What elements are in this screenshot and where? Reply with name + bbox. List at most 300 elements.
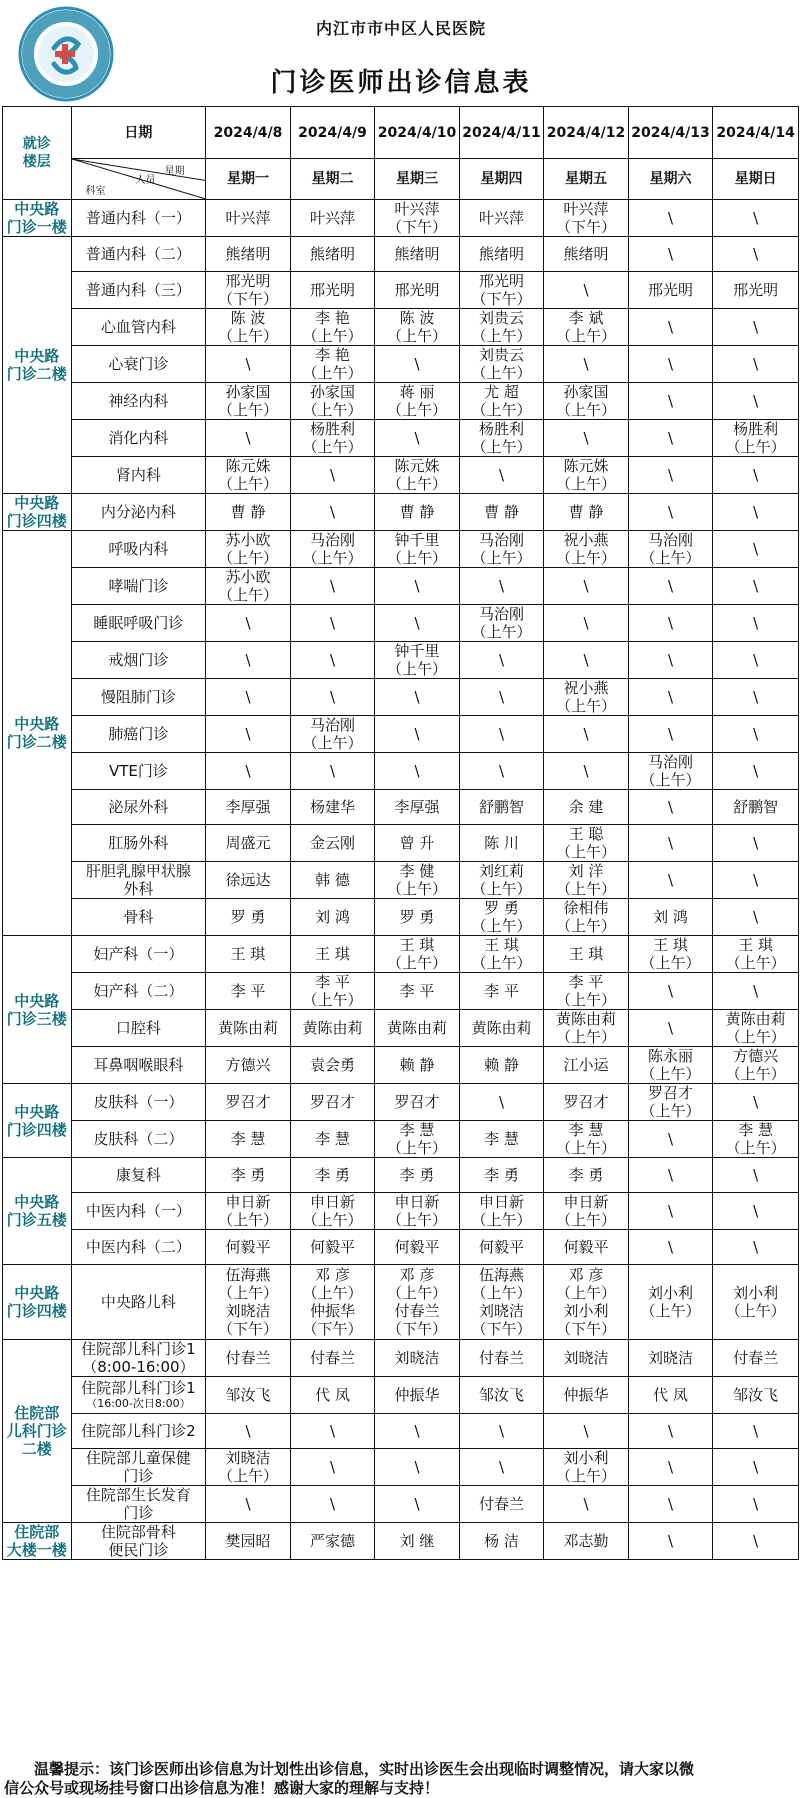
doctor-cell: \ bbox=[544, 272, 629, 309]
department-name: 中医内科（二） bbox=[71, 1230, 206, 1265]
doctor-cell: \ bbox=[206, 1414, 291, 1449]
doctor-cell: 李 慧 （上午） bbox=[544, 1121, 629, 1158]
department-name: 慢阻肺门诊 bbox=[71, 679, 206, 716]
doctor-cell: 付春兰 bbox=[206, 1340, 291, 1377]
doctor-cell: 申日新 （上午） bbox=[459, 1193, 544, 1230]
table-row bbox=[3, 200, 799, 237]
doctor-cell: 赖 静 bbox=[459, 1047, 544, 1084]
doctor-cell: \ bbox=[713, 1449, 799, 1486]
doctor-cell: 付春兰 bbox=[459, 1340, 544, 1377]
doctor-cell: 代 凤 bbox=[290, 1377, 375, 1414]
doctor-cell: \ bbox=[713, 237, 799, 272]
floor-label: 住院部 大楼一楼 bbox=[3, 1523, 72, 1560]
floor-column-header: 就诊 楼层 bbox=[3, 107, 72, 200]
doctor-cell: 仲振华 bbox=[544, 1377, 629, 1414]
department-name: 泌尿外科 bbox=[71, 790, 206, 825]
doctor-cell: \ bbox=[628, 457, 713, 494]
doctor-cell: \ bbox=[375, 568, 460, 605]
doctor-cell: \ bbox=[206, 679, 291, 716]
doctor-cell: \ bbox=[459, 753, 544, 790]
doctor-cell: \ bbox=[713, 383, 799, 420]
department-name-line: 住院部儿科门诊1 bbox=[81, 1379, 196, 1397]
doctor-cell: 李 勇 bbox=[290, 1158, 375, 1193]
doctor-cell: \ bbox=[544, 1486, 629, 1523]
doctor-cell: 陈 波 （上午） bbox=[206, 309, 291, 346]
hospital-name: 内江市市中区人民医院 bbox=[315, 19, 486, 38]
floor-label: 中央路 门诊二楼 bbox=[3, 237, 72, 494]
table-row bbox=[3, 1414, 799, 1449]
doctor-cell: 邢光明 bbox=[375, 272, 460, 309]
doctor-cell: \ bbox=[713, 753, 799, 790]
doctor-cell: \ bbox=[713, 605, 799, 642]
doctor-cell: 王 琪 bbox=[206, 936, 291, 973]
doctor-cell: \ bbox=[544, 753, 629, 790]
doctor-cell: \ bbox=[628, 1121, 713, 1158]
document-title: 门诊医师出诊信息表 bbox=[270, 68, 532, 98]
doctor-cell: \ bbox=[544, 605, 629, 642]
doctor-cell: 李 慧 bbox=[290, 1121, 375, 1158]
department-name: 普通内科（一） bbox=[71, 200, 206, 237]
doctor-cell: \ bbox=[206, 605, 291, 642]
table-row bbox=[3, 1193, 799, 1230]
doctor-cell: \ bbox=[375, 753, 460, 790]
doctor-cell: 仲振华 bbox=[375, 1377, 460, 1414]
doctor-cell: \ bbox=[375, 1414, 460, 1449]
department-name: 住院部儿童保健 门诊 bbox=[71, 1449, 206, 1486]
doctor-cell: 刘晓洁 （上午） bbox=[206, 1449, 291, 1486]
department-name: 哮喘门诊 bbox=[71, 568, 206, 605]
doctor-cell: 王 聪 （上午） bbox=[544, 825, 629, 862]
doctor-cell: 罗 勇 bbox=[206, 899, 291, 936]
doctor-cell: 金云刚 bbox=[290, 825, 375, 862]
doctor-cell: \ bbox=[628, 1449, 713, 1486]
doctor-cell: \ bbox=[459, 716, 544, 753]
doctor-cell: 邢光明 bbox=[628, 272, 713, 309]
table-row bbox=[3, 753, 799, 790]
doctor-cell: \ bbox=[713, 973, 799, 1010]
date-header: 2024/4/12 bbox=[544, 107, 629, 159]
doctor-cell: 刘 鸿 bbox=[290, 899, 375, 936]
doctor-cell: 江小运 bbox=[544, 1047, 629, 1084]
doctor-cell: \ bbox=[290, 605, 375, 642]
doctor-cell: 韩 德 bbox=[290, 862, 375, 899]
doctor-cell: 邓 彦 （上午） 仲振华 （下午） bbox=[290, 1265, 375, 1340]
doctor-cell: 叶兴萍 （下午） bbox=[375, 200, 460, 237]
doctor-cell: \ bbox=[628, 1486, 713, 1523]
table-row bbox=[3, 272, 799, 309]
doctor-cell: 陈永丽 （上午） bbox=[628, 1047, 713, 1084]
doctor-cell: \ bbox=[713, 309, 799, 346]
doctor-cell: 邢光明 （下午） bbox=[206, 272, 291, 309]
doctor-cell: \ bbox=[544, 1414, 629, 1449]
doctor-cell: \ bbox=[459, 568, 544, 605]
doctor-cell: 刘 继 bbox=[375, 1523, 460, 1560]
doctor-cell: 王 琪 （上午） bbox=[628, 936, 713, 973]
doctor-cell: 祝小燕 （上午） bbox=[544, 531, 629, 568]
doctor-cell: \ bbox=[290, 642, 375, 679]
doctor-cell: \ bbox=[290, 1486, 375, 1523]
doctor-cell: 何毅平 bbox=[375, 1230, 460, 1265]
doctor-cell: 李 艳 （上午） bbox=[290, 309, 375, 346]
doctor-cell: \ bbox=[290, 494, 375, 531]
doctor-cell: \ bbox=[628, 1414, 713, 1449]
doctor-cell: \ bbox=[290, 753, 375, 790]
floor-label: 住院部 儿科门诊 二楼 bbox=[3, 1340, 72, 1523]
doctor-cell: 李 平 （上午） bbox=[290, 973, 375, 1010]
doctor-cell: 李 艳 （上午） bbox=[290, 346, 375, 383]
doctor-cell: \ bbox=[628, 679, 713, 716]
weekday-header-row bbox=[3, 159, 799, 200]
doctor-cell: 陈 波 （上午） bbox=[375, 309, 460, 346]
footer-notice bbox=[4, 1760, 800, 1798]
department-name: 中医内科（一） bbox=[71, 1193, 206, 1230]
doctor-cell: \ bbox=[628, 716, 713, 753]
department-name: 肛肠外科 bbox=[71, 825, 206, 862]
doctor-cell: \ bbox=[713, 1230, 799, 1265]
doctor-cell: 罗召才 bbox=[375, 1084, 460, 1121]
table-row bbox=[3, 1084, 799, 1121]
table-row bbox=[3, 605, 799, 642]
date-header: 2024/4/11 bbox=[459, 107, 544, 159]
doctor-cell: 祝小燕 （上午） bbox=[544, 679, 629, 716]
doctor-cell: 伍海燕 （上午） 刘晓洁 （下午） bbox=[206, 1265, 291, 1340]
doctor-cell: 罗召才 bbox=[290, 1084, 375, 1121]
doctor-cell: \ bbox=[713, 494, 799, 531]
doctor-cell: 陈元姝 （上午） bbox=[375, 457, 460, 494]
doctor-cell: 钟千里 （上午） bbox=[375, 531, 460, 568]
doctor-cell: 黄陈由莉 bbox=[290, 1010, 375, 1047]
doctor-cell: \ bbox=[206, 420, 291, 457]
department-name: 皮肤科（二） bbox=[71, 1121, 206, 1158]
doctor-cell: 舒鹏智 bbox=[459, 790, 544, 825]
doctor-cell: 苏小欧 （上午） bbox=[206, 568, 291, 605]
doctor-cell: 杨胜利 （上午） bbox=[713, 420, 799, 457]
doctor-cell: \ bbox=[628, 309, 713, 346]
doctor-cell: 马治刚 （上午） bbox=[459, 531, 544, 568]
doctor-cell: \ bbox=[713, 346, 799, 383]
doctor-cell: 孙家国 （上午） bbox=[206, 383, 291, 420]
doctor-cell: 何毅平 bbox=[290, 1230, 375, 1265]
doctor-cell: 何毅平 bbox=[544, 1230, 629, 1265]
doctor-cell: 叶兴萍 bbox=[290, 200, 375, 237]
diag-label-person: 人员 bbox=[135, 175, 156, 186]
date-header: 2024/4/13 bbox=[628, 107, 713, 159]
doctor-cell: \ bbox=[628, 973, 713, 1010]
table-row bbox=[3, 1265, 799, 1340]
doctor-cell: \ bbox=[375, 1486, 460, 1523]
doctor-cell: 赖 静 bbox=[375, 1047, 460, 1084]
doctor-cell: \ bbox=[459, 679, 544, 716]
doctor-cell: 刘小利 （上午） bbox=[544, 1449, 629, 1486]
department-name: 住院部儿科门诊1 （8:00-16:00） bbox=[71, 1340, 206, 1377]
doctor-cell: \ bbox=[713, 1193, 799, 1230]
floor-label: 中央路 门诊五楼 bbox=[3, 1158, 72, 1265]
doctor-cell: \ bbox=[459, 1084, 544, 1121]
department-name: 肝胆乳腺甲状腺 外科 bbox=[71, 862, 206, 899]
doctor-cell: \ bbox=[713, 568, 799, 605]
doctor-cell: 刘 鸿 bbox=[628, 899, 713, 936]
doctor-cell: 叶兴萍 （下午） bbox=[544, 200, 629, 237]
department-name: 住院部骨科 便民门诊 bbox=[71, 1523, 206, 1560]
doctor-cell: 李 勇 bbox=[375, 1158, 460, 1193]
date-header: 2024/4/14 bbox=[713, 107, 799, 159]
doctor-cell: 孙家国 （上午） bbox=[290, 383, 375, 420]
doctor-cell: \ bbox=[459, 1414, 544, 1449]
table-row bbox=[3, 679, 799, 716]
weekday-header: 星期六 bbox=[628, 159, 713, 200]
table-row bbox=[3, 1377, 799, 1414]
doctor-cell: 王 琪 （上午） bbox=[459, 936, 544, 973]
doctor-cell: 刘小利 （上午） bbox=[628, 1265, 713, 1340]
table-row bbox=[3, 1010, 799, 1047]
table-row bbox=[3, 642, 799, 679]
doctor-cell: 罗召才 （上午） bbox=[628, 1084, 713, 1121]
doctor-cell: \ bbox=[544, 642, 629, 679]
doctor-cell: \ bbox=[628, 1193, 713, 1230]
doctor-cell: \ bbox=[290, 457, 375, 494]
date-header: 2024/4/10 bbox=[375, 107, 460, 159]
department-hours: （16:00-次日8:00） bbox=[86, 1397, 191, 1410]
doctor-cell: \ bbox=[206, 753, 291, 790]
doctor-cell: 王 琪 （上午） bbox=[375, 936, 460, 973]
doctor-cell: 刘晓洁 bbox=[544, 1340, 629, 1377]
doctor-cell: \ bbox=[713, 642, 799, 679]
doctor-cell: 马治刚 （上午） bbox=[628, 531, 713, 568]
doctor-cell: 严家德 bbox=[290, 1523, 375, 1560]
doctor-cell: 余 建 bbox=[544, 790, 629, 825]
department-name: 耳鼻咽喉眼科 bbox=[71, 1047, 206, 1084]
doctor-cell: \ bbox=[375, 679, 460, 716]
doctor-cell: \ bbox=[206, 346, 291, 383]
doctor-cell: 杨 洁 bbox=[459, 1523, 544, 1560]
doctor-cell: \ bbox=[375, 605, 460, 642]
doctor-cell: \ bbox=[459, 642, 544, 679]
table-row bbox=[3, 825, 799, 862]
doctor-cell: \ bbox=[628, 383, 713, 420]
doctor-cell: 罗召才 bbox=[206, 1084, 291, 1121]
doctor-cell: 黄陈由莉 （上午） bbox=[713, 1010, 799, 1047]
doctor-cell: 杨胜利 （上午） bbox=[459, 420, 544, 457]
floor-label: 中央路 门诊四楼 bbox=[3, 494, 72, 531]
doctor-cell: 李 平 bbox=[459, 973, 544, 1010]
doctor-cell: \ bbox=[713, 1523, 799, 1560]
table-row bbox=[3, 346, 799, 383]
doctor-cell: 孙家国 （上午） bbox=[544, 383, 629, 420]
department-name: 肾内科 bbox=[71, 457, 206, 494]
doctor-cell: 陈元姝 （上午） bbox=[206, 457, 291, 494]
department-name: 妇产科（二） bbox=[71, 973, 206, 1010]
doctor-cell: 刘晓洁 bbox=[628, 1340, 713, 1377]
doctor-cell: \ bbox=[544, 420, 629, 457]
table-row bbox=[3, 1158, 799, 1193]
floor-label: 中央路 门诊一楼 bbox=[3, 200, 72, 237]
doctor-cell: \ bbox=[628, 420, 713, 457]
doctor-cell: 方德兴 bbox=[206, 1047, 291, 1084]
page-header bbox=[0, 0, 802, 104]
doctor-cell: 李 勇 bbox=[206, 1158, 291, 1193]
doctor-cell: \ bbox=[628, 237, 713, 272]
doctor-cell: \ bbox=[459, 457, 544, 494]
doctor-cell: 苏小欧 （上午） bbox=[206, 531, 291, 568]
doctor-cell: \ bbox=[290, 568, 375, 605]
department-name: 肺癌门诊 bbox=[71, 716, 206, 753]
doctor-cell: \ bbox=[713, 200, 799, 237]
doctor-cell: 马治刚 （上午） bbox=[628, 753, 713, 790]
doctor-cell: 李 勇 bbox=[544, 1158, 629, 1193]
doctor-cell: 钟千里 （上午） bbox=[375, 642, 460, 679]
doctor-cell: 申日新 （上午） bbox=[290, 1193, 375, 1230]
table-row bbox=[3, 568, 799, 605]
doctor-cell: \ bbox=[628, 568, 713, 605]
doctor-cell: 李 慧 bbox=[206, 1121, 291, 1158]
table-row bbox=[3, 973, 799, 1010]
doctor-cell: 马治刚 （上午） bbox=[459, 605, 544, 642]
table-row bbox=[3, 457, 799, 494]
doctor-cell: 李 慧 （上午） bbox=[713, 1121, 799, 1158]
doctor-cell: \ bbox=[628, 642, 713, 679]
doctor-cell: \ bbox=[713, 1414, 799, 1449]
doctor-cell: \ bbox=[290, 1449, 375, 1486]
doctor-cell: \ bbox=[628, 862, 713, 899]
department-name: 心衰门诊 bbox=[71, 346, 206, 383]
doctor-cell: \ bbox=[628, 1158, 713, 1193]
doctor-cell: \ bbox=[628, 825, 713, 862]
doctor-cell: 申日新 （上午） bbox=[375, 1193, 460, 1230]
doctor-cell: 李 健 （上午） bbox=[375, 862, 460, 899]
doctor-cell: 黄陈由莉 bbox=[375, 1010, 460, 1047]
doctor-cell: \ bbox=[713, 679, 799, 716]
diag-label-week: 星期 bbox=[164, 166, 185, 177]
table-row bbox=[3, 383, 799, 420]
doctor-cell: 李 斌 （上午） bbox=[544, 309, 629, 346]
doctor-cell: \ bbox=[713, 457, 799, 494]
table-row bbox=[3, 936, 799, 973]
doctor-cell: \ bbox=[290, 679, 375, 716]
doctor-cell: 何毅平 bbox=[459, 1230, 544, 1265]
doctor-cell: 刘红莉 （上午） bbox=[459, 862, 544, 899]
diag-label-dept: 科室 bbox=[85, 186, 106, 197]
department-name: 消化内科 bbox=[71, 420, 206, 457]
doctor-cell: \ bbox=[206, 642, 291, 679]
table-row bbox=[3, 1121, 799, 1158]
doctor-cell: \ bbox=[459, 1449, 544, 1486]
doctor-cell: \ bbox=[713, 1486, 799, 1523]
department-name: 骨科 bbox=[71, 899, 206, 936]
table-row bbox=[3, 237, 799, 272]
doctor-cell: 王 琪 bbox=[290, 936, 375, 973]
date-header: 2024/4/9 bbox=[290, 107, 375, 159]
doctor-cell: 杨胜利 （上午） bbox=[290, 420, 375, 457]
department-name: 普通内科（二） bbox=[71, 237, 206, 272]
schedule-table bbox=[2, 106, 799, 1560]
doctor-cell: 周盛元 bbox=[206, 825, 291, 862]
doctor-cell: 邢光明 bbox=[713, 272, 799, 309]
doctor-cell: \ bbox=[544, 346, 629, 383]
doctor-cell: 熊绪明 bbox=[206, 237, 291, 272]
doctor-cell: 李 平 bbox=[206, 973, 291, 1010]
department-name: 戒烟门诊 bbox=[71, 642, 206, 679]
doctor-cell: \ bbox=[628, 1523, 713, 1560]
doctor-cell: \ bbox=[713, 825, 799, 862]
weekday-header: 星期一 bbox=[206, 159, 291, 200]
diagonal-header bbox=[71, 159, 206, 200]
doctor-cell: 李 勇 bbox=[459, 1158, 544, 1193]
schedule-body bbox=[3, 200, 799, 1560]
doctor-cell: \ bbox=[713, 531, 799, 568]
table-row bbox=[3, 1523, 799, 1560]
doctor-cell: 黄陈由莉 （上午） bbox=[544, 1010, 629, 1047]
doctor-cell: 熊绪明 bbox=[544, 237, 629, 272]
weekday-header: 星期日 bbox=[713, 159, 799, 200]
table-row bbox=[3, 494, 799, 531]
doctor-cell: \ bbox=[713, 862, 799, 899]
table-row bbox=[3, 899, 799, 936]
doctor-cell: \ bbox=[544, 716, 629, 753]
doctor-cell: 邹汝飞 bbox=[459, 1377, 544, 1414]
doctor-cell: 罗召才 bbox=[544, 1084, 629, 1121]
doctor-cell: 申日新 （上午） bbox=[544, 1193, 629, 1230]
doctor-cell: 王 琪 bbox=[544, 936, 629, 973]
doctor-cell: 舒鹏智 bbox=[713, 790, 799, 825]
department-name: 妇产科（一） bbox=[71, 936, 206, 973]
doctor-cell: 刘晓洁 bbox=[375, 1340, 460, 1377]
doctor-cell: 尤 超 （上午） bbox=[459, 383, 544, 420]
table-row bbox=[3, 309, 799, 346]
doctor-cell: 邓 彦 （上午） 刘小利 （下午） bbox=[544, 1265, 629, 1340]
doctor-cell: 代 凤 bbox=[628, 1377, 713, 1414]
doctor-cell: \ bbox=[713, 716, 799, 753]
footer-line-2: 信公众号或现场挂号窗口出诊信息为准！感谢大家的理解与支持！ bbox=[4, 1779, 440, 1797]
doctor-cell: 蒋 丽 （上午） bbox=[375, 383, 460, 420]
doctor-cell: 邢光明 （下午） bbox=[459, 272, 544, 309]
weekday-header: 星期二 bbox=[290, 159, 375, 200]
doctor-cell: 曹 静 bbox=[544, 494, 629, 531]
doctor-cell: 李 慧 （上午） bbox=[375, 1121, 460, 1158]
doctor-cell: 伍海燕 （上午） 刘晓洁 （下午） bbox=[459, 1265, 544, 1340]
department-name bbox=[71, 1377, 206, 1414]
doctor-cell: 曾 升 bbox=[375, 825, 460, 862]
weekday-header: 星期三 bbox=[375, 159, 460, 200]
doctor-cell: \ bbox=[628, 346, 713, 383]
doctor-cell: \ bbox=[628, 1010, 713, 1047]
department-name: 呼吸内科 bbox=[71, 531, 206, 568]
department-name: VTE门诊 bbox=[71, 753, 206, 790]
floor-label: 中央路 门诊四楼 bbox=[3, 1084, 72, 1158]
doctor-cell: 邹汝飞 bbox=[713, 1377, 799, 1414]
doctor-cell: 李 平 （上午） bbox=[544, 973, 629, 1010]
doctor-cell: 叶兴萍 bbox=[206, 200, 291, 237]
department-name: 睡眠呼吸门诊 bbox=[71, 605, 206, 642]
doctor-cell: 邓 彦 （上午） 付春兰 （下午） bbox=[375, 1265, 460, 1340]
date-header: 2024/4/8 bbox=[206, 107, 291, 159]
department-name: 中央路儿科 bbox=[71, 1265, 206, 1340]
doctor-cell: 熊绪明 bbox=[459, 237, 544, 272]
doctor-cell: 刘贵云 （上午） bbox=[459, 346, 544, 383]
doctor-cell: 付春兰 bbox=[290, 1340, 375, 1377]
doctor-cell: 邹汝飞 bbox=[206, 1377, 291, 1414]
doctor-cell: \ bbox=[628, 790, 713, 825]
department-name: 皮肤科（一） bbox=[71, 1084, 206, 1121]
doctor-cell: 熊绪明 bbox=[375, 237, 460, 272]
date-label: 日期 bbox=[71, 107, 206, 159]
doctor-cell: 申日新 （上午） bbox=[206, 1193, 291, 1230]
doctor-cell: 李厚强 bbox=[375, 790, 460, 825]
doctor-cell: 袁会勇 bbox=[290, 1047, 375, 1084]
doctor-cell: 叶兴萍 bbox=[459, 200, 544, 237]
doctor-cell: 邢光明 bbox=[290, 272, 375, 309]
floor-label: 中央路 门诊四楼 bbox=[3, 1265, 72, 1340]
doctor-cell: \ bbox=[206, 1486, 291, 1523]
